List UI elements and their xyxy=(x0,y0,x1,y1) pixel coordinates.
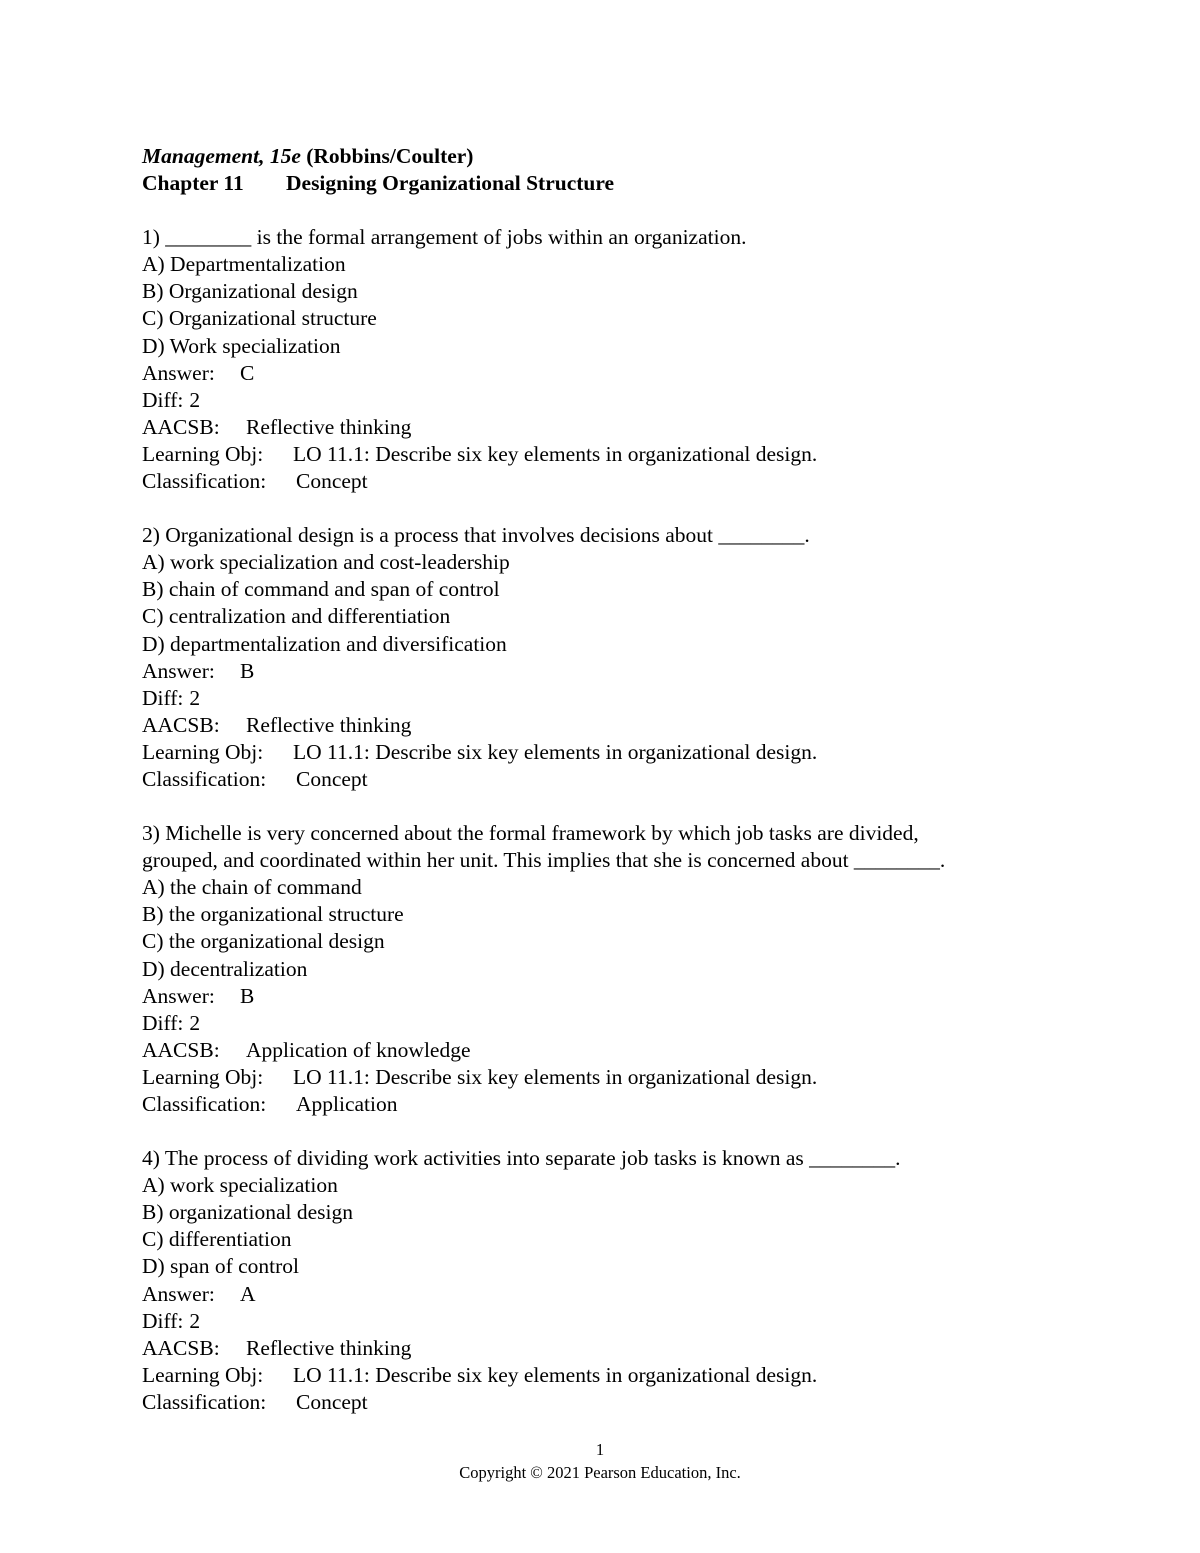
book-authors: (Robbins/Coulter) xyxy=(306,144,474,168)
diff-value: 2 xyxy=(189,1010,201,1035)
learning-obj-value: LO 11.1: Describe six key elements in organizational design. xyxy=(293,1064,818,1089)
diff-value: 2 xyxy=(189,387,201,412)
option-c: C) centralization and differentiation xyxy=(142,604,451,629)
option-c: C) differentiation xyxy=(142,1227,292,1252)
option-d: D) decentralization xyxy=(142,956,308,981)
option-a: A) work specialization xyxy=(142,1173,338,1198)
page-content xyxy=(142,143,1082,1416)
classification-label: Classification: xyxy=(142,766,267,791)
answer-label: Answer: xyxy=(142,983,215,1008)
diff-label: Diff: xyxy=(142,1308,184,1333)
chapter-label: Chapter 11 xyxy=(142,171,244,196)
answer-label: Answer: xyxy=(142,658,215,683)
option-d: D) departmentalization and diversification xyxy=(142,631,507,656)
diff-value: 2 xyxy=(189,685,201,710)
book-header xyxy=(142,143,1082,170)
option-a: A) the chain of command xyxy=(142,875,362,900)
option-d: D) Work specialization xyxy=(142,333,341,358)
aacsb-value: Reflective thinking xyxy=(246,1335,412,1360)
diff-label: Diff: xyxy=(142,685,184,710)
question-stem: 1) ________ is the formal arrangement of jobs within an organization. xyxy=(142,225,747,250)
learning-obj-value: LO 11.1: Describe six key elements in organizational design. xyxy=(293,739,818,764)
aacsb-value: Reflective thinking xyxy=(246,712,412,737)
question-stem: 4) The process of dividing work activities into separate job tasks is known as ________. xyxy=(142,1146,901,1171)
answer-label: Answer: xyxy=(142,1281,215,1306)
answer-row xyxy=(142,1281,1082,1308)
learning-obj-value: LO 11.1: Describe six key elements in organizational design. xyxy=(293,441,818,466)
learning-obj-label: Learning Obj: xyxy=(142,441,264,466)
question-1 xyxy=(142,224,1082,495)
question-4 xyxy=(142,1145,1082,1416)
aacsb-label: AACSB: xyxy=(142,414,220,439)
answer-row xyxy=(142,658,1082,685)
answer-value: B xyxy=(240,658,255,683)
aacsb-label: AACSB: xyxy=(142,1335,220,1360)
option-b: B) chain of command and span of control xyxy=(142,577,500,602)
aacsb-row xyxy=(142,414,1082,441)
aacsb-label: AACSB: xyxy=(142,1037,220,1062)
answer-row xyxy=(142,983,1082,1010)
aacsb-label: AACSB: xyxy=(142,712,220,737)
book-title: Management, 15e xyxy=(142,144,301,168)
answer-value: C xyxy=(240,360,255,385)
learning-obj-row xyxy=(142,441,1082,468)
aacsb-row xyxy=(142,1335,1082,1362)
option-c: C) Organizational structure xyxy=(142,306,377,331)
diff-row xyxy=(142,1010,1082,1037)
question-stem: 2) Organizational design is a process that involves decisions about ________. xyxy=(142,523,810,548)
aacsb-row xyxy=(142,1037,1082,1064)
option-b: B) Organizational design xyxy=(142,279,358,304)
option-d: D) span of control xyxy=(142,1254,300,1279)
classification-value: Concept xyxy=(296,766,368,791)
learning-obj-row xyxy=(142,739,1082,766)
option-c: C) the organizational design xyxy=(142,929,385,954)
option-a: A) work specialization and cost-leadership xyxy=(142,550,510,575)
classification-row xyxy=(142,468,1082,495)
diff-label: Diff: xyxy=(142,1010,184,1035)
classification-label: Classification: xyxy=(142,469,267,494)
chapter-header xyxy=(142,170,1082,197)
question-stem-continued: grouped, and coordinated within her unit. This implies that she is concerned about ________. xyxy=(142,848,946,873)
chapter-title: Designing Organizational Structure xyxy=(286,171,615,196)
diff-row xyxy=(142,387,1082,414)
question-stem: 3) Michelle is very concerned about the formal framework by which job tasks are divided, xyxy=(142,821,919,846)
option-b: B) organizational design xyxy=(142,1200,353,1225)
classification-value: Application xyxy=(296,1092,398,1116)
diff-row xyxy=(142,1308,1082,1335)
learning-obj-row xyxy=(142,1362,1082,1389)
answer-value: B xyxy=(240,983,255,1008)
option-b: B) the organizational structure xyxy=(142,902,404,927)
diff-value: 2 xyxy=(189,1308,201,1333)
diff-row xyxy=(142,685,1082,712)
classification-value: Concept xyxy=(296,1389,368,1414)
classification-row xyxy=(142,1389,1082,1416)
answer-label: Answer: xyxy=(142,360,215,385)
learning-obj-row xyxy=(142,1064,1082,1091)
question-3 xyxy=(142,820,1082,1118)
diff-label: Diff: xyxy=(142,387,184,412)
page-number: 1 xyxy=(595,1440,605,1459)
classification-label: Classification: xyxy=(142,1389,267,1414)
learning-obj-label: Learning Obj: xyxy=(142,1362,264,1387)
learning-obj-label: Learning Obj: xyxy=(142,1064,264,1089)
classification-label: Classification: xyxy=(142,1092,267,1116)
option-a: A) Departmentalization xyxy=(142,252,346,277)
aacsb-value: Application of knowledge xyxy=(246,1037,471,1062)
classification-value: Concept xyxy=(296,469,368,494)
aacsb-row xyxy=(142,712,1082,739)
aacsb-value: Reflective thinking xyxy=(246,414,412,439)
learning-obj-label: Learning Obj: xyxy=(142,739,264,764)
question-2 xyxy=(142,522,1082,793)
answer-row xyxy=(142,360,1082,387)
answer-value: A xyxy=(240,1281,256,1306)
classification-row xyxy=(142,766,1082,793)
copyright-notice: Copyright © 2021 Pearson Education, Inc. xyxy=(459,1463,741,1482)
classification-row xyxy=(142,1091,1082,1118)
learning-obj-value: LO 11.1: Describe six key elements in organizational design. xyxy=(293,1362,818,1387)
